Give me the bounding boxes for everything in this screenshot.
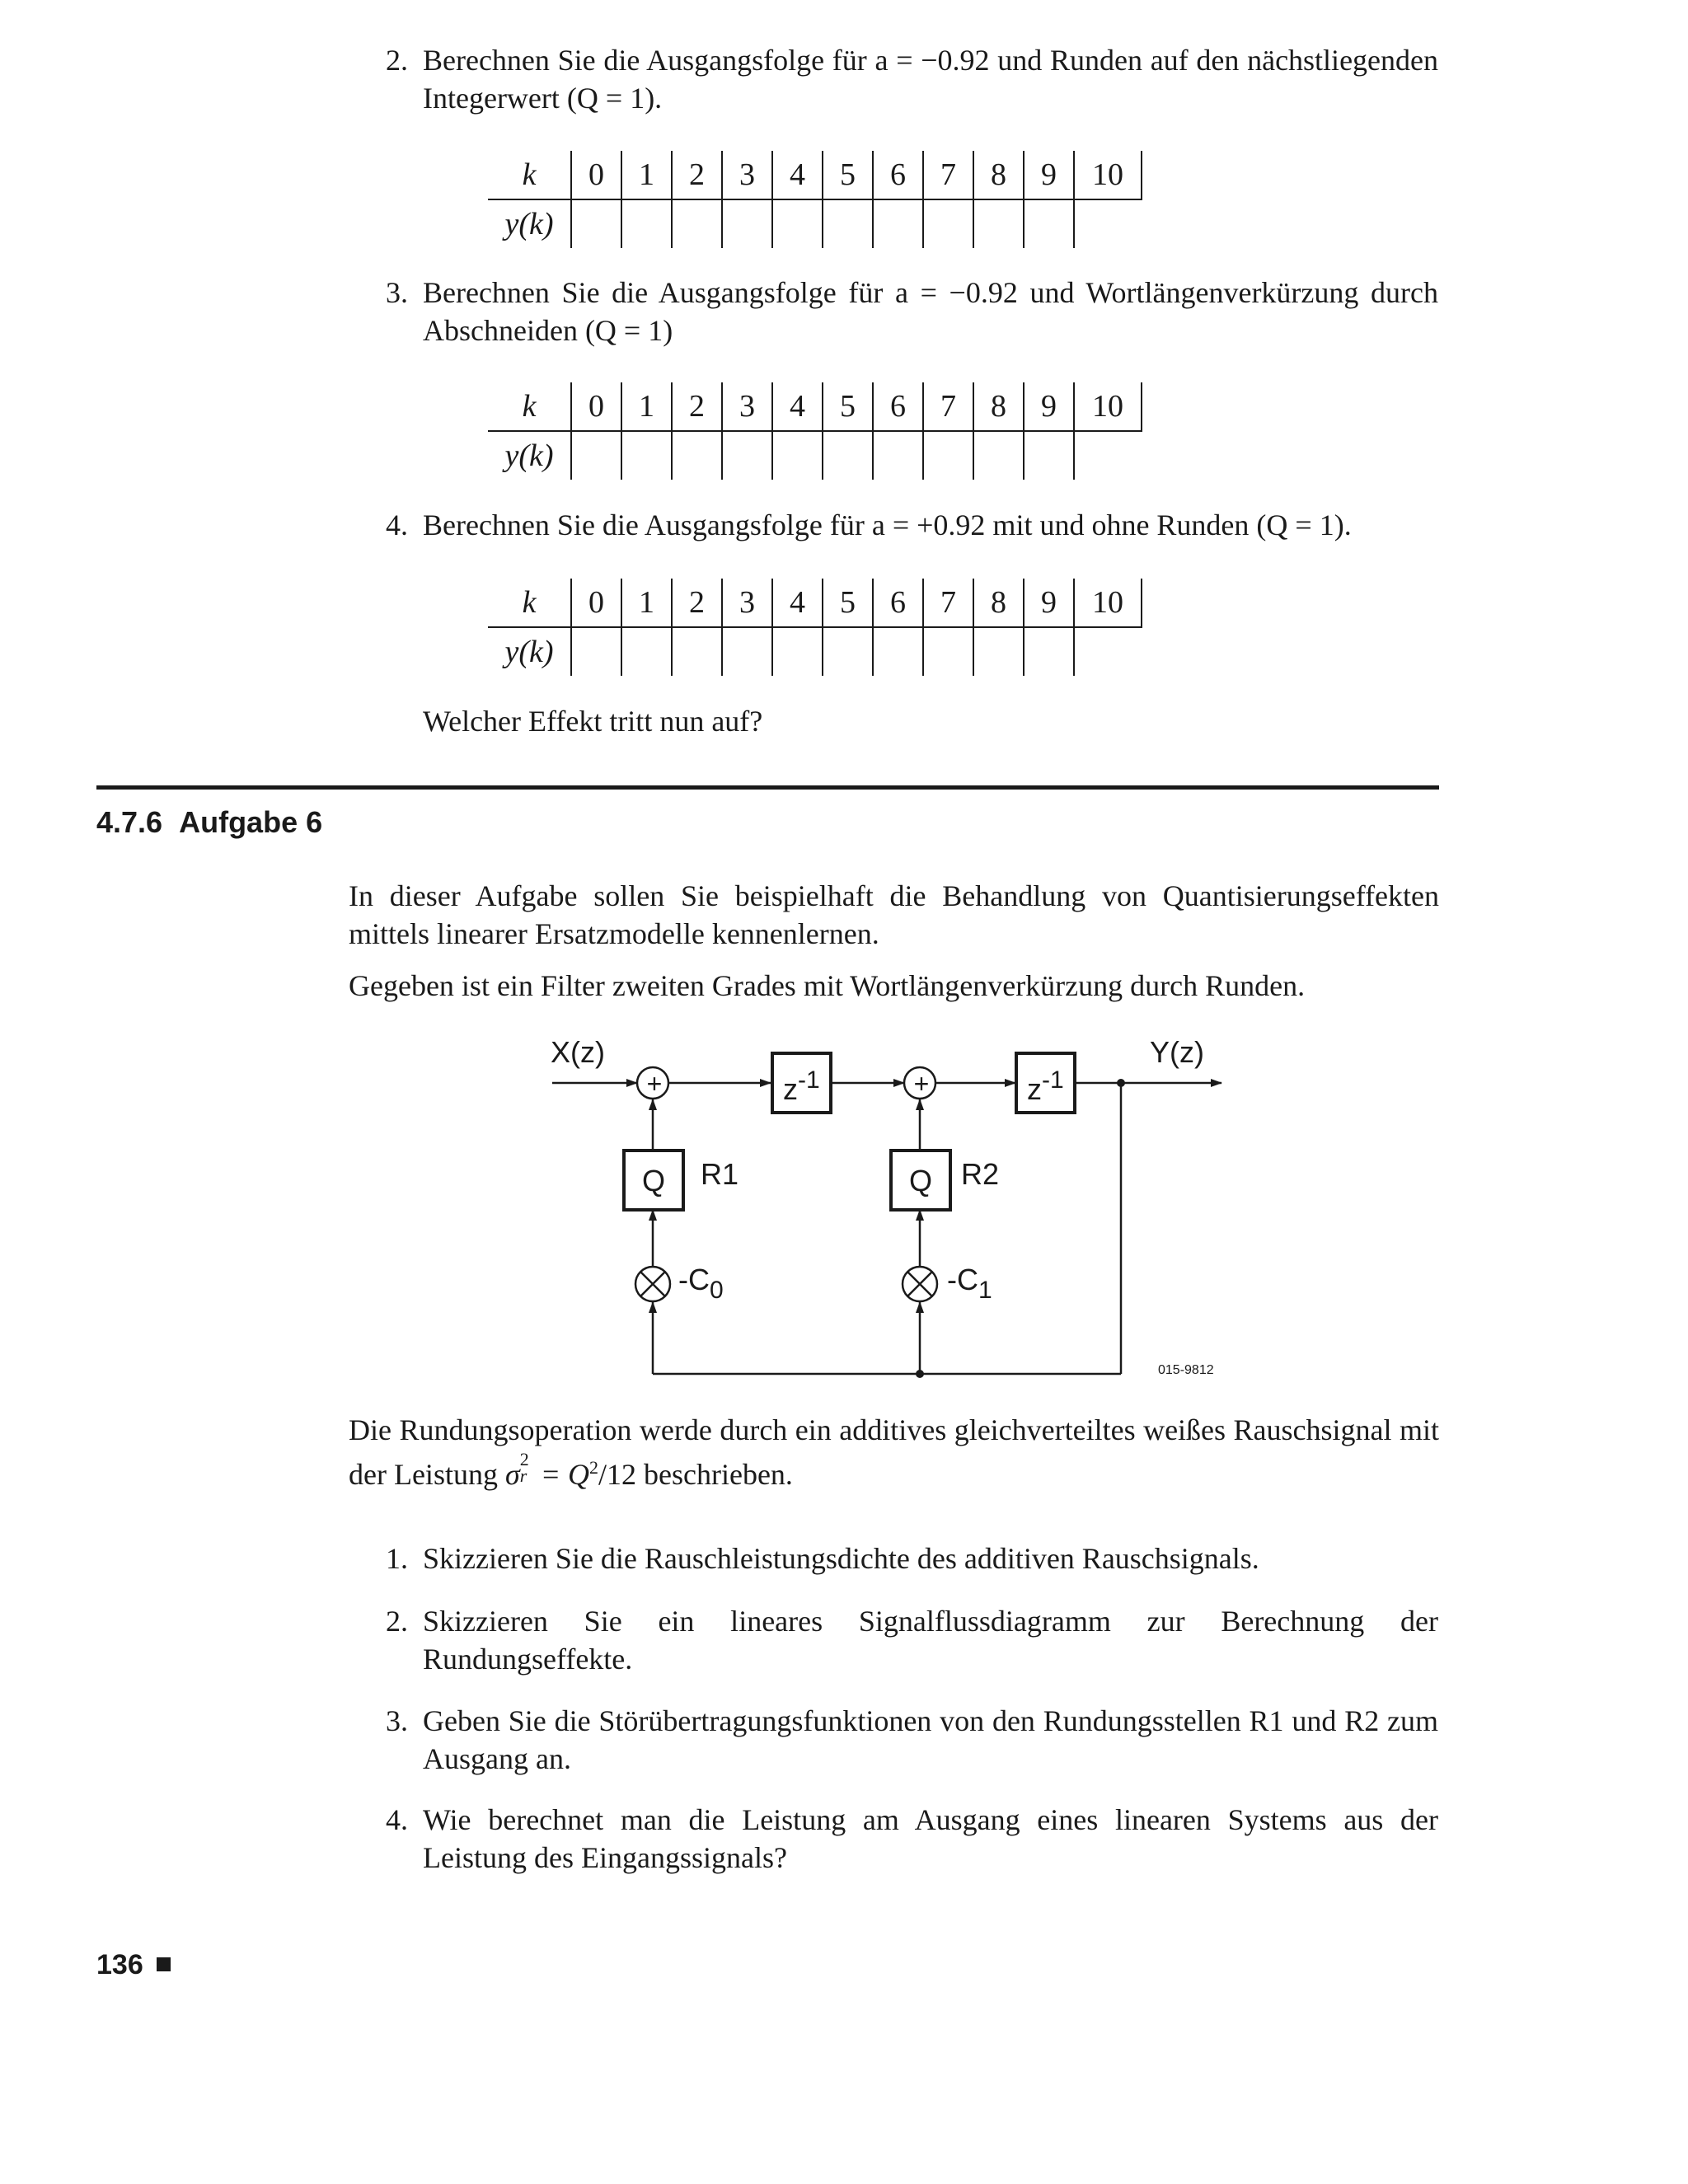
item-number: 2. [386, 44, 408, 77]
task-item-1 [375, 1540, 1438, 1577]
k-cell: 8 [973, 151, 1024, 199]
k-cell: 6 [873, 382, 923, 431]
k-cell: 8 [973, 382, 1024, 431]
delay-2-label: $z^{-1}$ [1027, 1066, 1064, 1106]
adder-2-plus: + [913, 1069, 930, 1099]
intro-paragraph-1: In dieser Aufgabe sollen Sie beispielhaft die Behandlung von Quantisierungseffekten mittels linearer Ersatzmodelle kennenlernen. [349, 879, 1439, 950]
adder-1-plus: + [646, 1069, 663, 1099]
k-cell: 2 [672, 151, 722, 199]
k-cell: 5 [823, 579, 873, 627]
intro-paragraph-2: Gegeben ist ein Filter zweiten Grades mit Wortlängenverkürzung durch Runden. [349, 969, 1306, 1002]
k-cell: 6 [873, 579, 923, 627]
item-text: Berechnen Sie die Ausgangsfolge für a = −0.92 und Runden auf den nächstliegenden Integerwert (Q = 1). [423, 44, 1438, 115]
page-marker-square [157, 1957, 171, 1971]
item-text: Berechnen Sie die Ausgangsfolge für a = +0.92 mit und ohne Runden (Q = 1). [423, 509, 1352, 541]
output-label: Y(z) [1150, 1035, 1204, 1069]
k-cell: 4 [772, 382, 823, 431]
k-cell: 9 [1024, 382, 1074, 431]
multiplier-1 [635, 1267, 670, 1301]
r2-label: R2 [961, 1157, 1000, 1191]
y-label: y(k) [488, 627, 571, 676]
k-cell: 7 [923, 382, 973, 431]
k-cell: 9 [1024, 151, 1074, 199]
k-cell: 10 [1074, 151, 1142, 199]
k-cell: 4 [772, 151, 823, 199]
task-item-3 [375, 1702, 1438, 1778]
item-text: Skizzieren Sie die Rauschleistungsdichte des additiven Rauschsignals. [423, 1542, 1259, 1575]
r1-label: R1 [701, 1157, 739, 1191]
k-cell: 0 [571, 151, 621, 199]
k-cell: 7 [923, 579, 973, 627]
coef-c1-label: $-C_1$ [947, 1263, 992, 1304]
item-text: Geben Sie die Störübertragungsfunktionen von den Rundungsstellen R1 und R2 zum Ausgang an. [423, 1704, 1438, 1775]
k-cell: 2 [672, 382, 722, 431]
k-cell: 10 [1074, 579, 1142, 627]
k-cell: 1 [621, 151, 672, 199]
k-cell: 8 [973, 579, 1024, 627]
k-cell: 3 [722, 382, 772, 431]
k-cell: 7 [923, 151, 973, 199]
item-number: 4. [386, 509, 408, 541]
k-cell: 0 [571, 382, 621, 431]
k-label: k [488, 382, 571, 431]
k-cell: 5 [823, 151, 873, 199]
page-number: 136 [96, 1947, 171, 1983]
branch-node [916, 1370, 924, 1378]
k-cell: 3 [722, 579, 772, 627]
question-text: Welcher Effekt tritt nun auf? [423, 705, 763, 738]
coef-c0-label: $-C_0$ [678, 1263, 724, 1304]
item-number: 4. [386, 1803, 408, 1836]
k-cell: 1 [621, 382, 672, 431]
input-label: X(z) [551, 1035, 605, 1069]
y-label: y(k) [488, 199, 571, 248]
rounding-paragraph: Die Rundungsoperation werde durch ein additives gleichverteiltes weißes Rauschsignal mit der Leistung σ 2 r = $Q^2/12$ beschrieben. [349, 1413, 1439, 1491]
section-title: Aufgabe 6 [179, 805, 323, 839]
k-label: k [488, 579, 571, 627]
quantizer-2-label: Q [908, 1164, 933, 1197]
item-number: 1. [386, 1542, 408, 1575]
k-cell: 9 [1024, 579, 1074, 627]
multiplier-2 [903, 1267, 937, 1301]
item-number: 2. [386, 1605, 408, 1638]
k-cell: 3 [722, 151, 772, 199]
branch-node [1117, 1079, 1125, 1087]
k-cell: 4 [772, 579, 823, 627]
task-item-4 [375, 1801, 1438, 1877]
k-cell: 5 [823, 382, 873, 431]
item-text: Skizzieren Sie ein lineares Signalflussdiagramm zur Berechnung der Rundungseffekte. [423, 1605, 1438, 1675]
delay-1-label: $z^{-1}$ [783, 1066, 820, 1106]
item-text: Berechnen Sie die Ausgangsfolge für a = −0.92 und Wortlängenverkürzung durch Abschneiden (Q = 1) [423, 276, 1438, 347]
k-cell: 1 [621, 579, 672, 627]
item-text: Wie berechnet man die Leistung am Ausgang eines linearen Systems aus der Leistung des Eingangssignals? [423, 1803, 1438, 1874]
k-cell: 6 [873, 151, 923, 199]
figure-id: 015-9812 [1158, 1363, 1214, 1377]
quantizer-1-label: Q [641, 1164, 666, 1197]
item-number: 3. [386, 276, 408, 309]
k-cell: 10 [1074, 382, 1142, 431]
k-label: k [488, 151, 571, 199]
y-label: y(k) [488, 431, 571, 480]
task-item-2 [375, 1602, 1438, 1678]
k-cell: 0 [571, 579, 621, 627]
section-number: 4.7.6 [96, 805, 163, 839]
k-cell: 2 [672, 579, 722, 627]
item-number: 3. [386, 1704, 408, 1737]
